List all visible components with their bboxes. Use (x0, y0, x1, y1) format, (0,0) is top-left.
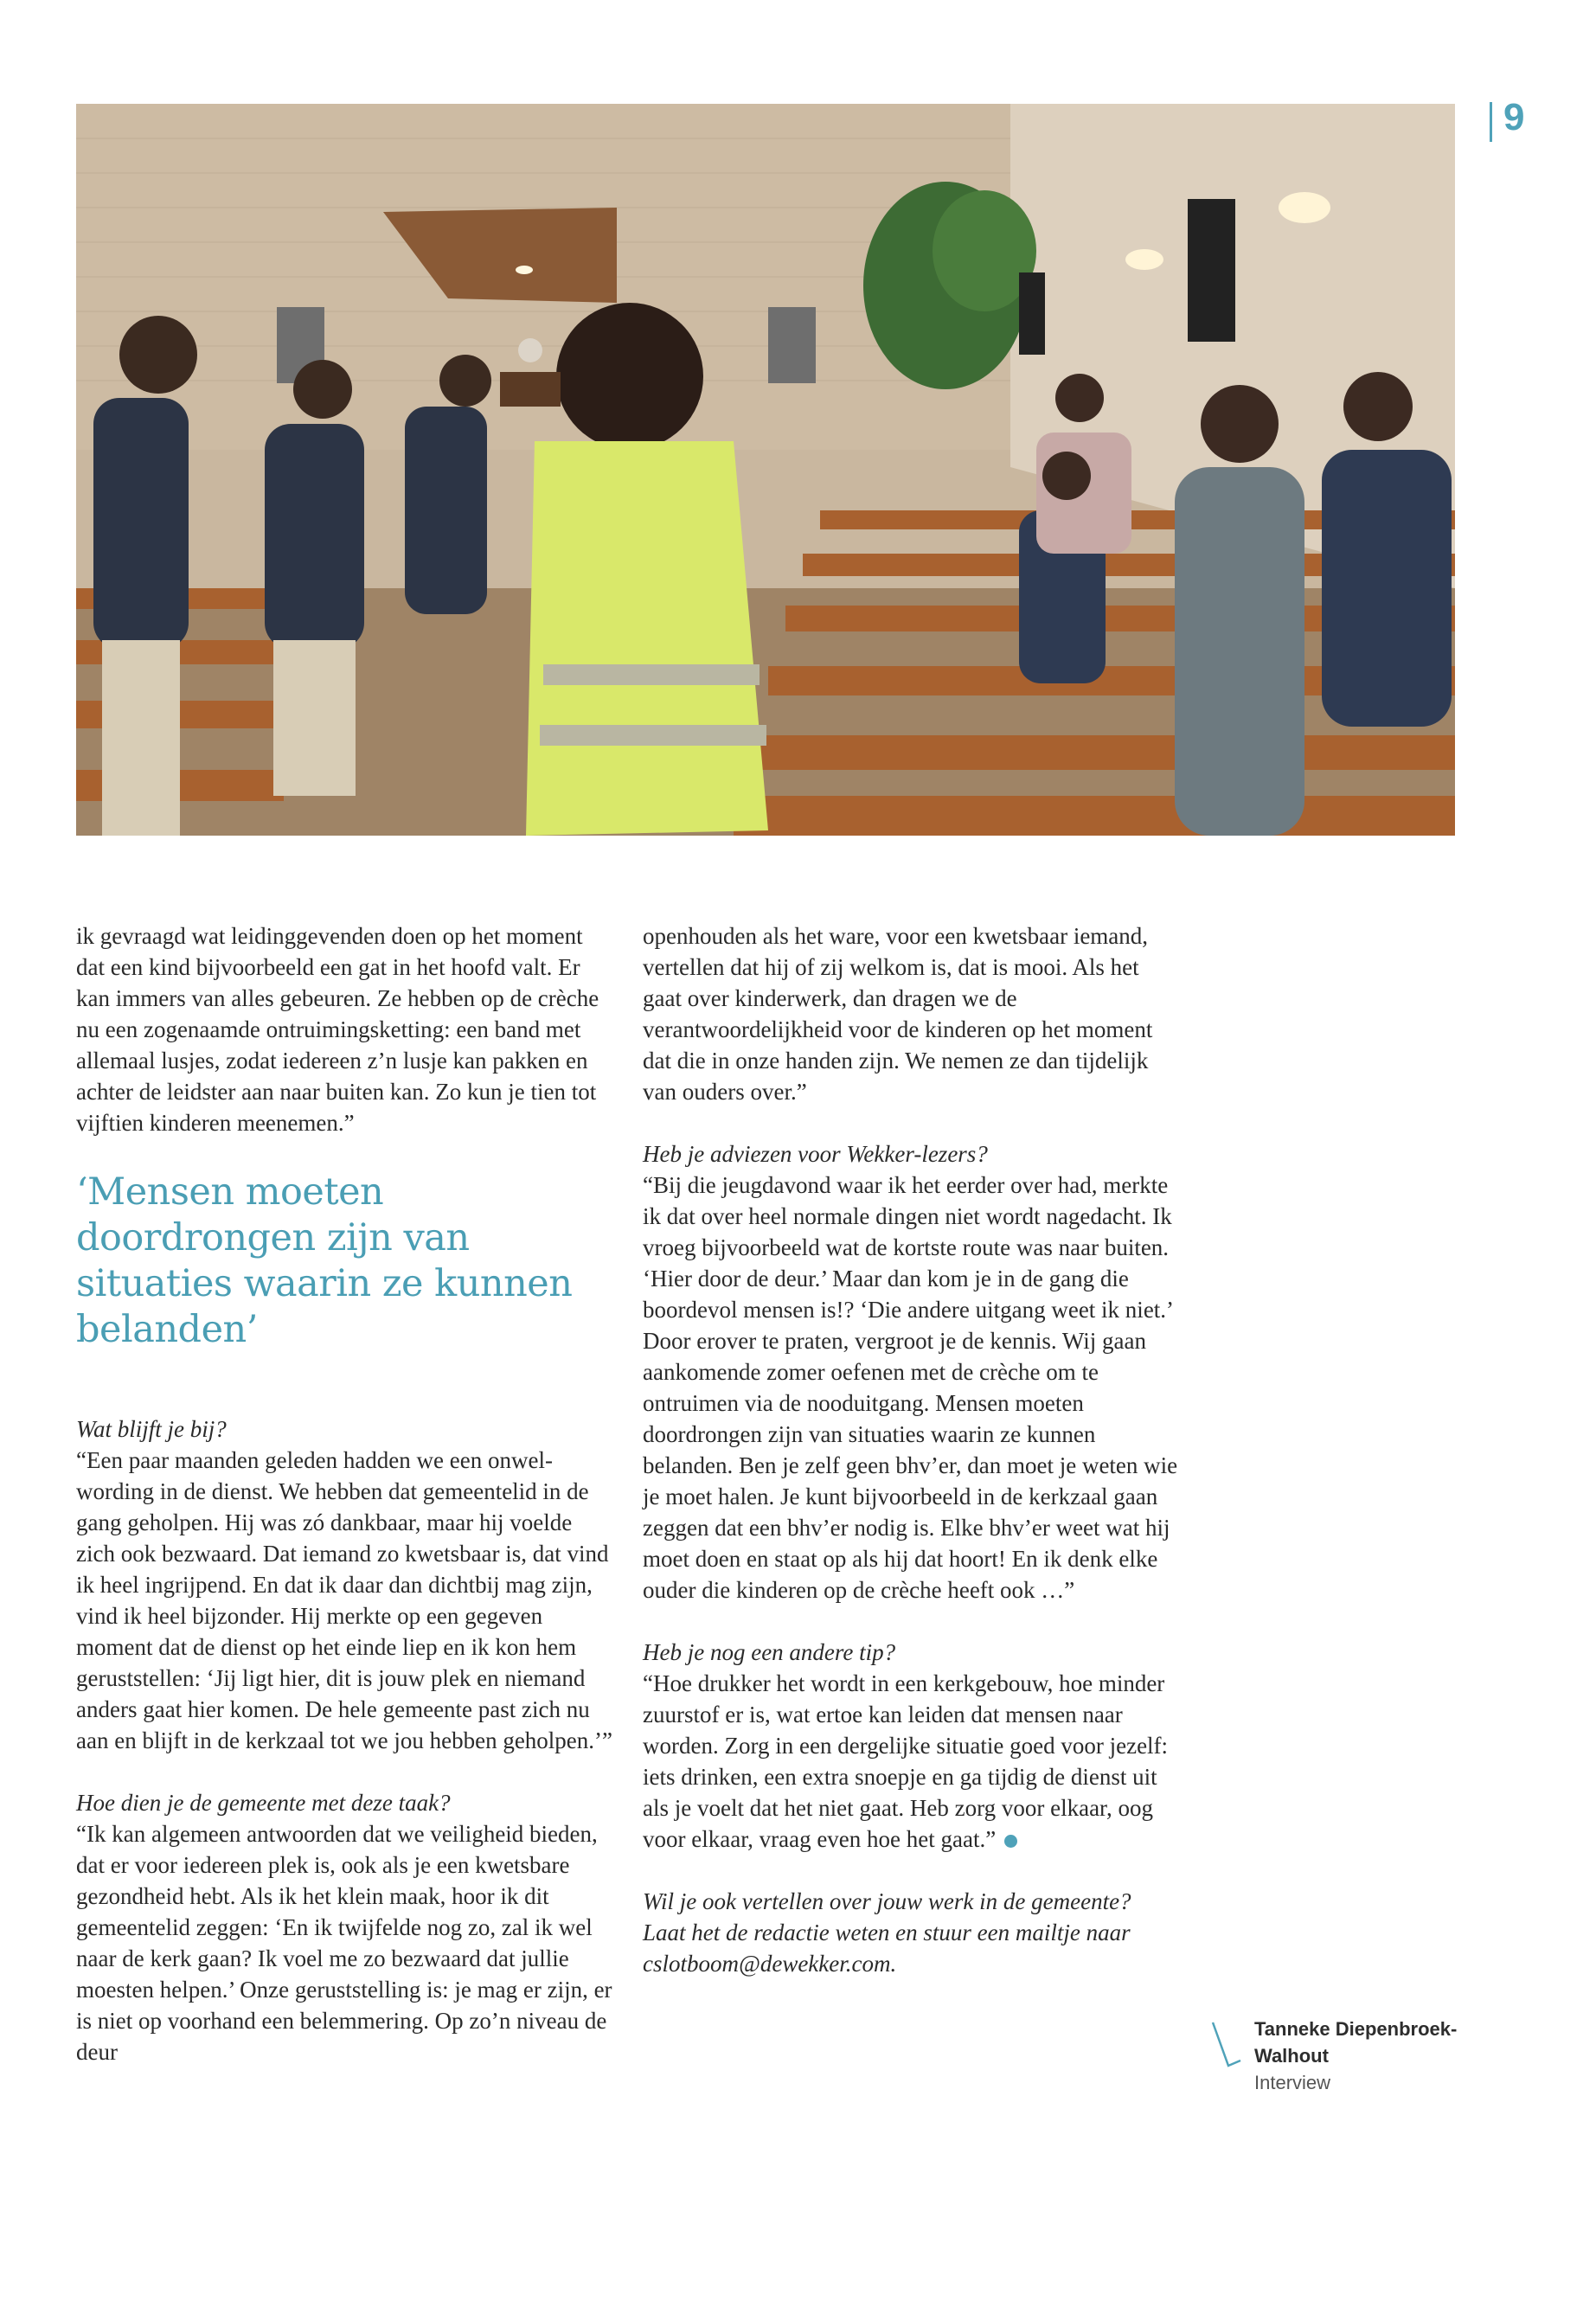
author-name: Tanneke Diepenbroek-Walhout (1254, 2018, 1458, 2067)
question: Heb je adviezen voor Wekker-lezers? (643, 1141, 988, 1167)
question: Hoe dien je de gemeente met deze taak? (76, 1790, 451, 1816)
question: Wat blijft je bij? (76, 1416, 227, 1442)
qa-block (643, 1138, 1179, 1606)
end-mark-icon (1004, 1835, 1017, 1848)
qa-block (76, 1413, 612, 1756)
byline-arrow-icon (1209, 2019, 1244, 2071)
byline (1209, 2016, 1503, 2096)
article-column-left (76, 920, 612, 2099)
answer: “Ik kan algemeen antwoorden dat we veiligheid bieden, dat er voor iedereen plek is, ook als je een kwetsbare gezondheid hebt. Als ik het klein maak, hoor ik dit gemeentelid zeggen: ‘En ik twijfelde nog zo, zal ik wel naar de kerk gaan? Ik voel me zo bezwaard dat jullie moesten helpen.’ Onze geruststelling is: je mag er zijn, er is niet op voorhand een belemmering. Op zo’n niveau de deur (76, 1821, 612, 2065)
author-role: Interview (1254, 2072, 1331, 2093)
qa-block (76, 1787, 612, 2067)
answer: “Hoe drukker het wordt in een kerkgebouw, hoe minder zuurstof er is, wat ertoe kan leiden dat mensen naar worden. Zorg in een dergelijke situatie goed voor jezelf: iets drinken, een extra snoepje en ga tijdig de dienst uit als je voelt dat het niet gaat. Heb zorg voor elkaar, oog voor elkaar, vraag even hoe het gaat.” (643, 1670, 1169, 1852)
qa-block (643, 1637, 1179, 1855)
answer: “Een paar maanden geleden hadden we een onwelwording in de dienst. We hebben dat gemeentelid in de gang geholpen. Hij was zó dankbaar, maar hij voelde zich ook bezwaard. Dat iemand zo kwetsbaar is, dat vind ik heel ingrijpend. En dat ik daar dan dichtbij mag zijn, vind ik heel bijzonder. Hij merkte op een gegeven moment dat de dienst op het einde liep en ik kon hem geruststellen: ‘Jij ligt hier, dit is jouw plek en niemand anders gaat hier komen. De hele gemeente past zich nu aan en blijft in de kerkzaal tot we jou hebben geholpen.’” (76, 1447, 613, 1753)
church-photo (76, 104, 1455, 836)
paragraph: ik gevraagd wat leidinggevenden doen op het moment dat een kind bijvoorbeeld een gat in het hoofd valt. Er kan immers van alles gebeuren. Ze hebben op de crèche nu een zogenaamde ontruimingsketting: een band met allemaal lusjes, zodat iedereen z’n lusje kan pakken en achter de leidster aan naar buiten kan. Zo kun je tien tot vijftien kinderen meenemen.” (76, 923, 599, 1136)
article-column-right (643, 920, 1179, 2010)
paragraph: openhouden als het ware, voor een kwetsbaar iemand, vertellen dat hij of zij welkom is, dat is mooi. Als het gaat over kinderwerk, dan dragen we de verantwoordelijkheid voor de kinderen op het moment dat die in onze handen zijn. We nemen ze dan tijdelijk van ouders over.” (643, 923, 1153, 1105)
callout: Wil je ook vertellen over jouw werk in de gemeente? Laat het de redactie weten en stuur een mailtje naar cslotboom@dewekker.com. (643, 1888, 1131, 1977)
page-number: 9 (1490, 93, 1524, 145)
pull-quote: ‘Mensen moeten doordrongen zijn van situaties waarin ze kunnen belanden’ (76, 1170, 573, 1351)
question: Heb je nog een andere tip? (643, 1639, 896, 1665)
answer: “Bij die jeugdavond waar ik het eerder over had, merkte ik dat over heel normale dingen niet wordt nagedacht. Ik vroeg bijvoorbeeld wat de kortste route was naar buiten. ‘Hier door de deur.’ Maar dan kom je in de gang die boordevol mensen is!? ‘Die andere uitgang weet ik niet.’ Door erover te praten, vergroot je de kennis. Wij gaan aankomende zomer oefenen met de crèche om te ontruimen via de nooduitgang. Mensen moeten doordrongen zijn van situaties waarin ze kunnen belanden. Ben je zelf geen bhv’er, dan moet je weten wie je moet halen. Je kunt bijvoorbeeld in de kerkzaal gaan zeggen dat een bhv’er nodig is. Elke bhv’er weet wat hij moet doen en staat op als hij dat hoort! En ik denk elke ouder die kinderen op de crèche heeft ook …” (643, 1172, 1178, 1603)
